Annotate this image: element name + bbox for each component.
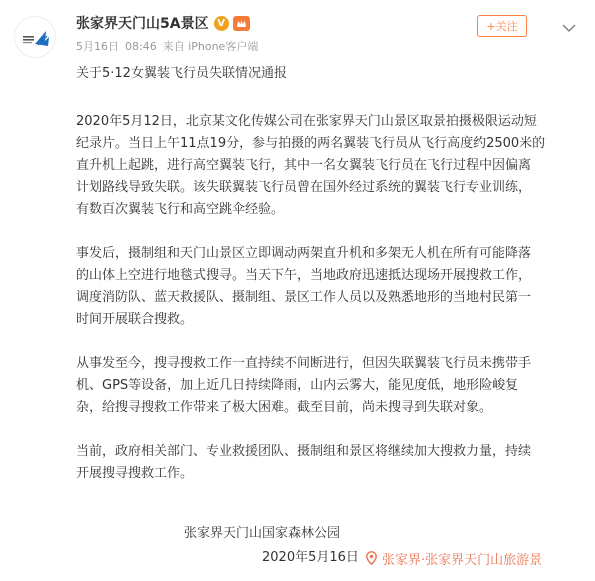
location-label: 张家界·张家界天门山旅游景 [382, 552, 543, 568]
post-signature: 张家界天门山国家森林公园 [184, 526, 341, 541]
member-level-icon [233, 16, 250, 31]
location-link[interactable] [366, 547, 542, 569]
post-paragraph-2: 事发后，摄制组和天门山景区立即调动两架直升机和多架无人机在所有可能降落 的山体上空进行地毯式搜寻。当天下午，当地政府迅速抵达现场开展搜救工作， 调度消防队、蓝天救援队、摄制组、景区工作人员以及熟悉地形的当地村民第一 时间开展联合搜救。 [76, 246, 532, 327]
account-header [76, 12, 250, 34]
chevron-down-icon[interactable] [562, 18, 576, 28]
location-pin-icon [366, 551, 377, 565]
post-date[interactable]: 5月16日 [76, 40, 119, 53]
scenic-logo-icon [15, 17, 56, 58]
post-title: 关于5·12女翼装飞行员失联情况通报 [76, 66, 287, 81]
post-time: 08:46 [125, 39, 157, 53]
post-meta [76, 38, 258, 54]
account-name[interactable]: 张家界天门山5A景区 [76, 16, 209, 32]
avatar[interactable] [14, 16, 56, 58]
verified-v-icon: V [214, 16, 229, 31]
post-body [76, 63, 576, 507]
post-source: 来自 iPhone客户端 [162, 40, 259, 53]
post-paragraph-3: 从事发至今，搜寻搜救工作一直持续不间断进行，但因失联翼装飞行员未携带手 机、GPS等设备，加上近几日持续降雨，山内云雾大，能见度低，地形险峻复 杂，给搜寻搜救工作带来了极大困难。截至目前，尚未搜寻到失联对象。 [76, 356, 532, 415]
post-paragraph-4: 当前，政府相关部门、专业救援团队、摄制组和景区将继续加大搜救力量，持续 开展搜寻搜救工作。 [76, 444, 532, 481]
follow-label: +关注 [486, 20, 518, 33]
follow-button[interactable] [477, 15, 527, 37]
post-paragraph-1: 2020年5月12日，北京某文化传媒公司在张家界天门山景区取景拍摄极限运动短 纪录片。当日上午11点19分，参与拍摄的两名翼装飞行员从飞行高度约2500米的 直升机上起跳，进行高空翼装飞行，其中一名女翼装飞行员在飞行过程中因偏离 计划路线导致失联。该失联翼装飞行员曾在国外经过系统的翼装飞行专业训练， 有数百次翼装飞行和高空跳伞经验。 [76, 114, 546, 217]
post-signature-date: 2020年5月16日 [262, 550, 359, 565]
